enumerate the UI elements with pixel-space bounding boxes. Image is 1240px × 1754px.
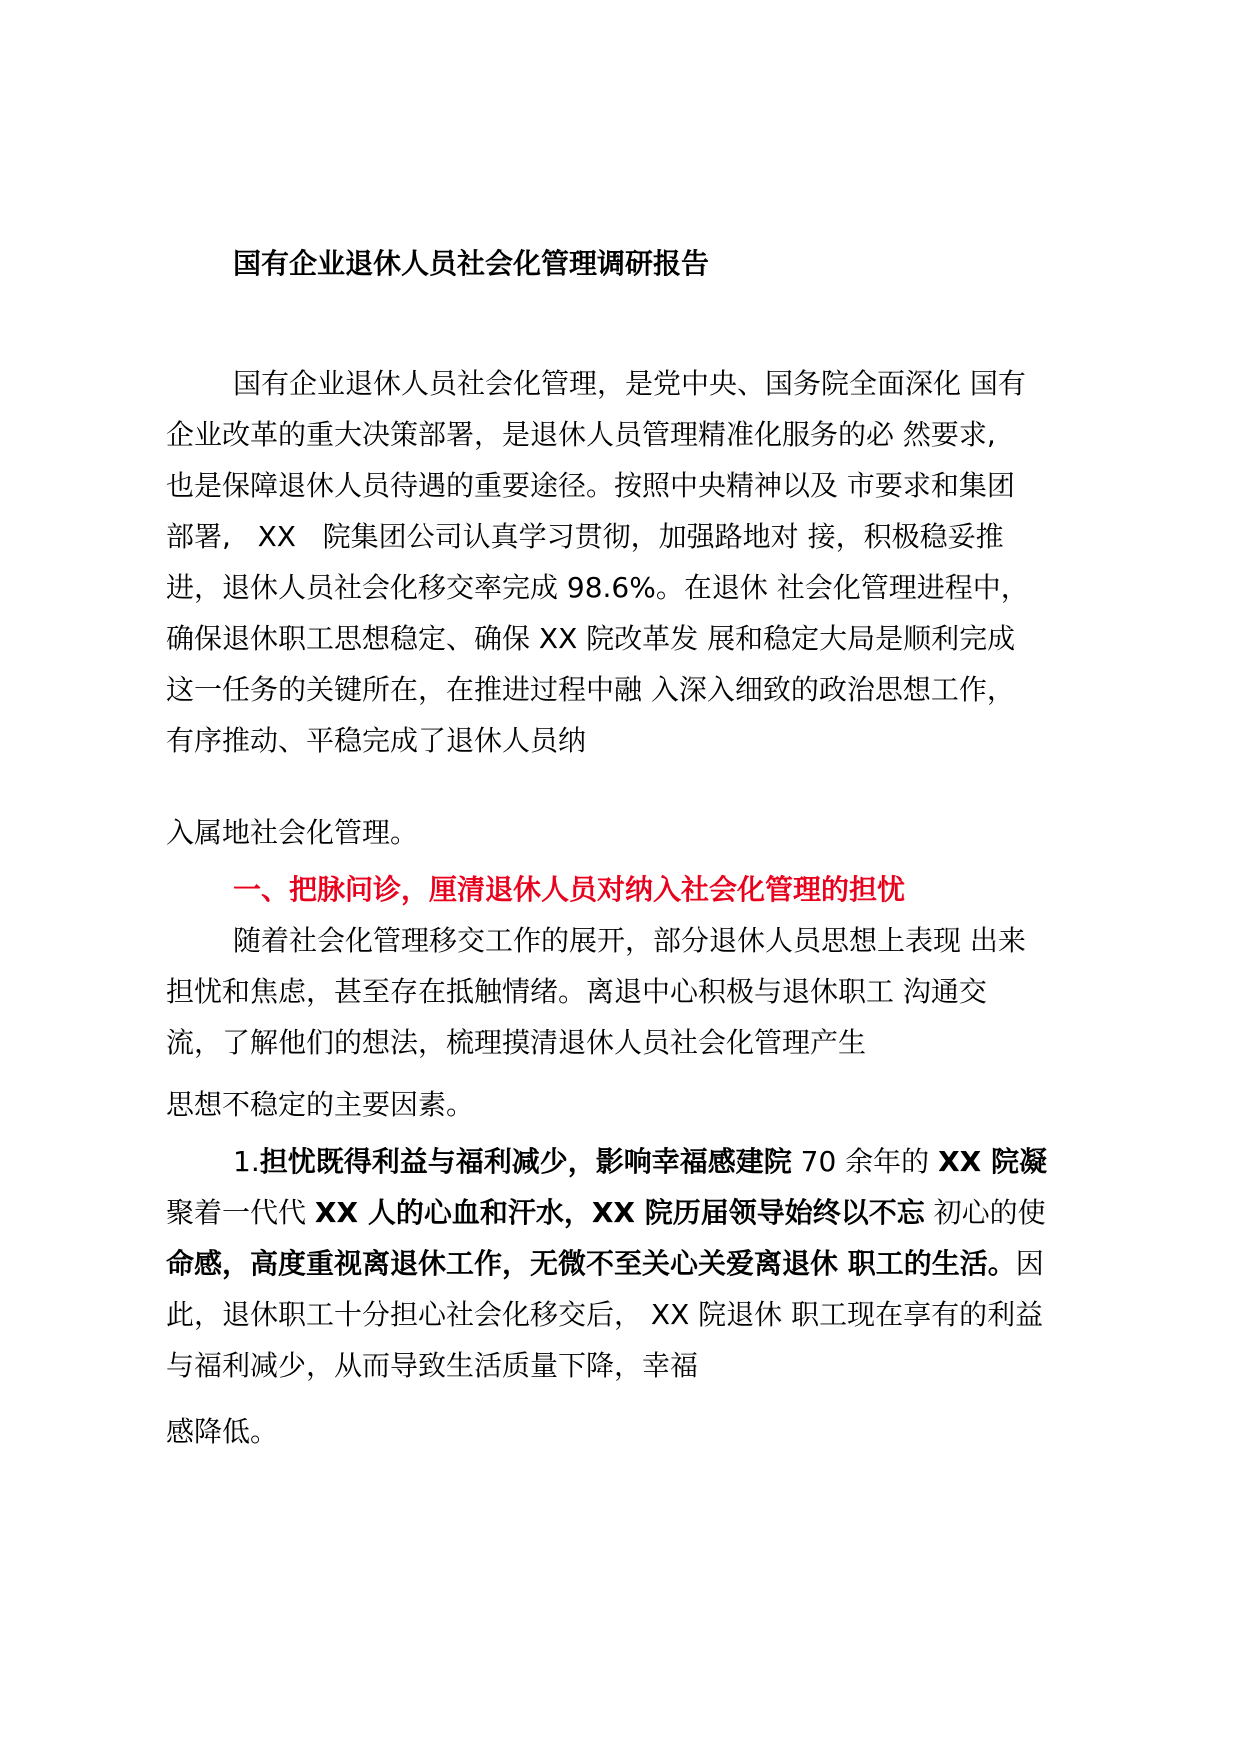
- point1-line-1: [166, 1136, 1078, 1187]
- point1-paragraph-tail: 感降低。: [166, 1415, 279, 1448]
- point1-plain-text: 70 余年的: [791, 1145, 939, 1178]
- point1-paragraph: [166, 1136, 1078, 1391]
- point1-bold-text: XX 院凝: [938, 1145, 1048, 1178]
- point1-bold-text: 命感，高度重视离退休工作，无微不至关心关爱离退休 职工的生活。: [166, 1247, 1016, 1280]
- intro-line: 这一任务的关键所在，在推进过程中融 入深入细致的政治思想工作，: [166, 673, 1015, 706]
- intro-line: 也是保障退休人员待遇的重要途径。按照中央精神以及 市要求和集团: [166, 469, 1015, 502]
- section1-paragraph: [166, 915, 1078, 1068]
- point1-plain-text: 聚着一代代: [166, 1196, 315, 1229]
- point1-number: 1.: [233, 1145, 260, 1178]
- document-title: 国有企业退休人员社会化管理调研报告: [233, 247, 710, 280]
- point1-plain-text: 初心的使: [924, 1196, 1046, 1229]
- intro-line: 进，退休人员社会化移交率完成 98.6%。在退休 社会化管理进程中，: [166, 571, 1029, 604]
- point1-line-3: [166, 1238, 1078, 1289]
- intro-paragraph: [166, 358, 1078, 766]
- intro-paragraph-tail: 入属地社会化管理。: [166, 816, 419, 849]
- section1-line: 流，了解他们的想法，梳理摸清退休人员社会化管理产生: [166, 1026, 867, 1059]
- section1-line: 随着社会化管理移交工作的展开，部分退休人员思想上表现 出来: [233, 924, 1026, 957]
- section1-line: 担忧和焦虑，甚至存在抵触情绪。离退中心积极与退休职工 沟通交: [166, 975, 987, 1008]
- intro-line: 国有企业退休人员社会化管理，是党中央、国务院全面深化 国有: [233, 367, 1026, 400]
- point1-bold-text: XX 人的心血和汗水，XX 院历届领导始终以不忘: [314, 1196, 925, 1229]
- intro-line: 有序推动、平稳完成了退休人员纳: [166, 724, 587, 757]
- point1-line-5: 与福利减少，从而导致生活质量下降，幸福: [166, 1349, 699, 1382]
- intro-line: 企业改革的重大决策部署，是退休人员管理精准化服务的必 然要求,: [166, 418, 996, 451]
- intro-line: 确保退休职工思想稳定、确保 XX 院改革发 展和稳定大局是顺利完成: [166, 622, 1016, 655]
- section1-paragraph-tail: 思想不稳定的主要因素。: [166, 1088, 475, 1121]
- section-heading-1: 一、把脉问诊，厘清退休人员对纳入社会化管理的担忧: [233, 873, 906, 906]
- intro-line: 部署, XX 院集团公司认真学习贯彻，加强路地对 接，积极稳妥推: [166, 520, 1004, 553]
- point1-plain-text: 因: [1015, 1247, 1044, 1280]
- point1-line-4: 此，退休职工十分担心社会化移交后， XX 院退休 职工现在享有的利益: [166, 1298, 1044, 1331]
- point1-heading-text: 担忧既得利益与福利减少，影响幸福感建院: [259, 1145, 792, 1178]
- point1-line-2: [166, 1187, 1078, 1238]
